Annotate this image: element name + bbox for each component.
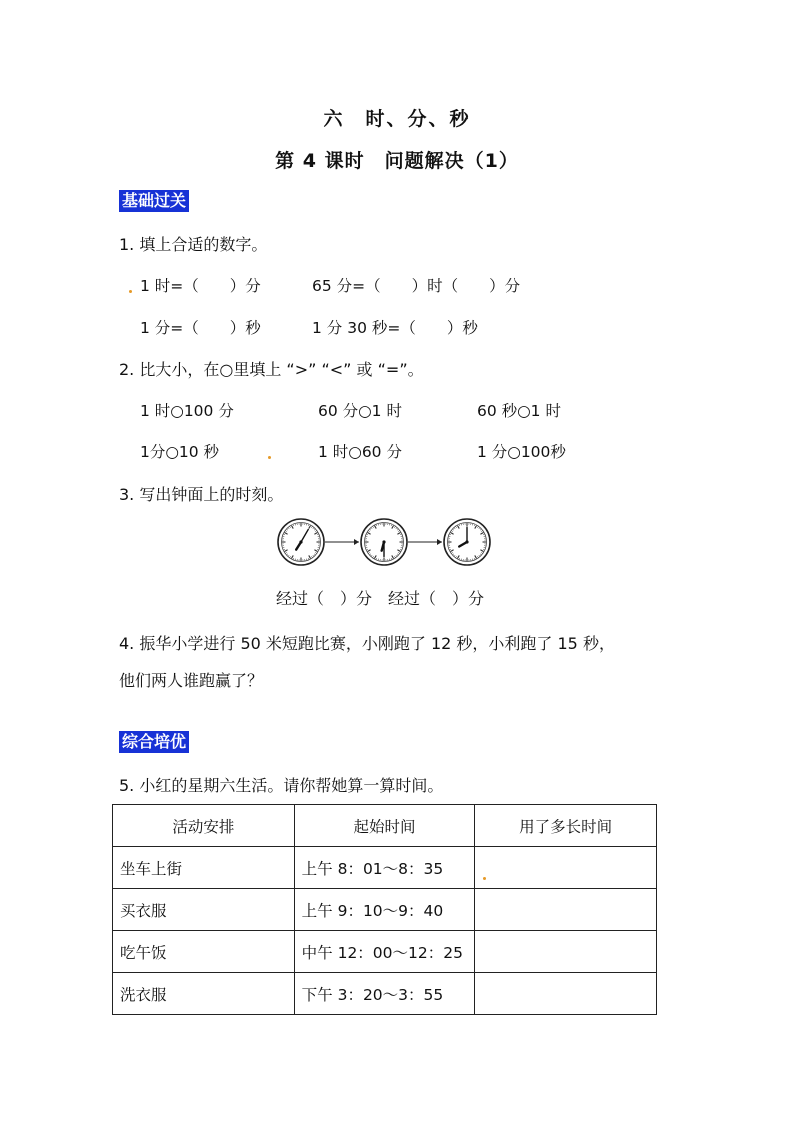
stray-dot — [129, 290, 132, 293]
time-cell: 上午 9：10～9：40 — [294, 889, 475, 931]
q2-compare-2[interactable]: 60 分○1 时 — [318, 402, 402, 420]
q2-compare-4[interactable]: 1分○10 秒 — [140, 443, 220, 461]
header-time-range: 起始时间 — [294, 805, 475, 847]
schedule-table — [112, 804, 657, 1015]
q2-compare-5[interactable]: 1 时○60 分 — [318, 443, 402, 461]
activity-cell: 洗衣服 — [113, 973, 295, 1015]
clock-face-1 — [278, 519, 324, 565]
clock-face-3 — [444, 519, 490, 565]
table-row — [113, 889, 657, 931]
arrow-head-1 — [354, 539, 359, 545]
q1-blank-4[interactable]: 1 分 30 秒=（ ）秒 — [312, 319, 478, 337]
clock-face-2 — [361, 519, 407, 565]
activity-cell: 买衣服 — [113, 889, 295, 931]
duration-answer-cell[interactable] — [475, 847, 657, 889]
q1-blank-3[interactable]: 1 分=（ ）秒 — [140, 319, 261, 337]
duration-answer-cell[interactable] — [475, 889, 657, 931]
q4-line-2: 他们两人谁跑赢了？ — [119, 671, 264, 690]
header-duration: 用了多长时间 — [475, 805, 657, 847]
table-row — [113, 847, 657, 889]
lesson-subtitle: 第 4 课时 问题解决（1） — [275, 150, 519, 172]
q2-compare-6[interactable]: 1 分○100秒 — [477, 443, 566, 461]
duration-answer-cell[interactable] — [475, 973, 657, 1015]
section-advanced-badge: 综合培优 — [119, 731, 189, 753]
section-basic-badge: 基础过关 — [119, 190, 189, 212]
q1-stem: 1. 填上合适的数字。 — [119, 235, 268, 254]
q2-compare-1[interactable]: 1 时○100 分 — [140, 402, 234, 420]
page-title: 六 时、分、秒 — [323, 108, 471, 130]
time-cell: 中午 12：00～12：25 — [294, 931, 475, 973]
header-activity: 活动安排 — [113, 805, 295, 847]
q1-blank-1[interactable]: 1 时=（ ）分 — [140, 277, 261, 295]
activity-cell: 吃午饭 — [113, 931, 295, 973]
time-cell: 上午 8：01～8：35 — [294, 847, 475, 889]
q4-line-1: 4. 振华小学进行 50 米短跑比赛，小刚跑了 12 秒，小利跑了 15 秒， — [119, 634, 615, 653]
activity-cell: 坐车上街 — [113, 847, 295, 889]
stray-dot — [483, 877, 486, 880]
q2-stem: 2. 比大小，在○里填上 “>” “<” 或 “=”。 — [119, 360, 424, 379]
clock-sequence-graphic — [277, 516, 492, 568]
clock-sequence — [277, 516, 492, 568]
arrow-head-2 — [437, 539, 442, 545]
q5-stem: 5. 小红的星期六生活。请你帮她算一算时间。 — [119, 776, 444, 795]
q2-compare-3[interactable]: 60 秒○1 时 — [477, 402, 561, 420]
stray-dot — [268, 456, 271, 459]
q1-blank-2[interactable]: 65 分=（ ）时（ ）分 — [312, 277, 521, 295]
table-header-row — [113, 805, 657, 847]
q3-stem: 3. 写出钟面上的时刻。 — [119, 485, 284, 504]
duration-answer-cell[interactable] — [475, 931, 657, 973]
table-row — [113, 973, 657, 1015]
clock-center-pin — [465, 540, 468, 543]
clock-center-pin — [382, 540, 385, 543]
table-row — [113, 931, 657, 973]
clock-center-pin — [299, 540, 302, 543]
q3-caption[interactable]: 经过（ ）分 经过（ ）分 — [276, 589, 485, 608]
time-cell: 下午 3：20～3：55 — [294, 973, 475, 1015]
